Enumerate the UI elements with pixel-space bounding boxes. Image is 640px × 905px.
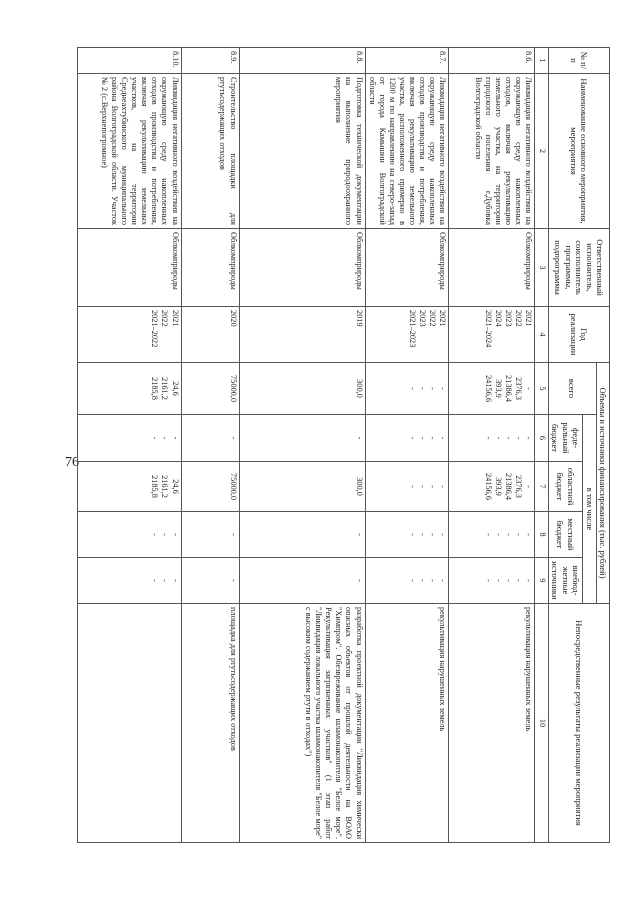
row-extra	[239, 558, 365, 604]
table-row	[239, 48, 365, 843]
row-regional-value: 300,0	[354, 477, 364, 496]
header-local: местный бюджет	[548, 512, 582, 558]
row-local-value: -	[428, 533, 438, 536]
row-total-value: 2376,3	[514, 377, 524, 400]
row-responsible: Облкомприроды	[449, 229, 535, 307]
row-years-value: 2023	[418, 310, 428, 327]
row-federal-value: -	[354, 436, 364, 440]
row-total	[365, 363, 449, 415]
row-federal	[449, 415, 535, 462]
row-total-value: -	[438, 387, 448, 390]
table-row	[181, 48, 239, 843]
row-federal-value: -	[418, 436, 428, 440]
header-num: № п/п	[548, 48, 609, 74]
row-federal	[239, 415, 365, 462]
row-years-value: 2021–2024	[484, 310, 494, 348]
row-local-value: -	[484, 533, 494, 536]
row-local-value: -	[438, 533, 448, 536]
row-extra	[449, 558, 535, 604]
row-federal-value: -	[514, 436, 524, 440]
row-result: разработка проектной документации "Ликвидация химически опасных объектов от прошлой деятельности на ВОАО "Химпром". Обезвреживание шламонакопителя "Белое море". Рекультивация загрязненных участков" (1 этап работ "Ликвидация локального участка шламонакопителя "Белое море" с высоким содержанием ртути в отходах")	[239, 604, 365, 843]
row-num: 8.6.	[449, 48, 535, 74]
row-extra-value: -	[228, 579, 238, 582]
row-federal-value: -	[428, 436, 438, 440]
row-years-value: 2021	[170, 310, 180, 327]
row-local-value: -	[524, 533, 534, 536]
row-local	[365, 512, 449, 558]
row-local-value: -	[504, 533, 514, 536]
row-local-value: -	[170, 533, 180, 536]
col-index: 7	[535, 462, 548, 512]
row-extra	[181, 558, 239, 604]
table-row	[365, 48, 449, 843]
table-row	[77, 48, 181, 843]
row-federal-value: -	[524, 436, 534, 440]
row-federal	[365, 415, 449, 462]
row-responsible: Облкомприроды	[181, 229, 239, 307]
row-extra-value: -	[484, 579, 494, 582]
row-regional-value: 24156,6	[484, 473, 494, 500]
row-result	[77, 604, 181, 843]
row-local-value: -	[418, 533, 428, 536]
row-regional	[365, 462, 449, 512]
row-regional-value: -	[418, 485, 428, 488]
row-local-value: -	[354, 533, 364, 536]
row-num: 8.8.	[239, 48, 365, 74]
header-including: в том числе	[583, 415, 596, 604]
col-index: 9	[535, 558, 548, 604]
row-num: 8.7.	[365, 48, 449, 74]
row-total-value: 300,0	[354, 379, 364, 398]
row-extra-value: -	[160, 579, 170, 582]
row-name: Подготовка технической документации на выполнение природоохранного мероприятия	[239, 74, 365, 229]
row-years-value: 2020	[228, 310, 238, 327]
row-regional	[449, 462, 535, 512]
financing-table	[77, 47, 610, 843]
row-years-value: 2022	[514, 310, 524, 327]
row-federal-value: -	[484, 436, 494, 440]
row-name: Строительство площадки для ртутьсодержащих отходов	[181, 74, 239, 229]
header-volumes: Объемы и источники финансирования (тыс. рублей)	[596, 363, 609, 604]
row-regional	[239, 462, 365, 512]
row-extra-value: -	[504, 579, 514, 582]
row-extra-value: -	[438, 579, 448, 582]
row-regional-value: 2161,2	[160, 475, 170, 498]
row-total-value: -	[428, 387, 438, 390]
column-index-row	[535, 48, 548, 843]
row-years-value: 2019	[354, 310, 364, 327]
col-index: 5	[535, 363, 548, 415]
row-regional-value: 21386,4	[504, 473, 514, 500]
row-federal	[181, 415, 239, 462]
row-years-value: 2023	[504, 310, 514, 327]
row-num: 8.10.	[77, 48, 181, 74]
row-total-value: 21386,4	[504, 375, 514, 402]
row-total	[77, 363, 181, 415]
col-index: 10	[535, 604, 548, 843]
table-row	[449, 48, 535, 843]
page-number: 76	[65, 455, 79, 470]
row-total-value: 393,9	[494, 379, 504, 398]
row-years-value: 2022	[160, 310, 170, 327]
row-local	[77, 512, 181, 558]
row-regional-value: -	[524, 485, 534, 488]
row-responsible: Облкомприроды	[239, 229, 365, 307]
row-extra-value: -	[428, 579, 438, 582]
row-federal-value: -	[408, 436, 418, 440]
row-regional-value: 2376,3	[514, 475, 524, 498]
row-federal-value: -	[504, 436, 514, 440]
row-years	[365, 307, 449, 363]
row-result: площадка для ртутьсодержащих отходов	[181, 604, 239, 843]
header-results: Непосредственные результаты реализации мероприятия	[548, 604, 609, 843]
row-local-value: -	[408, 533, 418, 536]
header-responsible: Ответственный исполнитель, соисполнитель программы, подпрограммы	[548, 229, 609, 307]
col-index: 2	[535, 74, 548, 229]
row-extra-value: -	[150, 579, 160, 582]
row-years-value: 2021	[524, 310, 534, 327]
row-local-value: -	[494, 533, 504, 536]
row-total	[239, 363, 365, 415]
row-total	[449, 363, 535, 415]
row-federal-value: -	[150, 436, 160, 440]
col-index: 8	[535, 512, 548, 558]
row-name: Ликвидация негативного воздействия на окружающую среду накопленных отходов, включая рекультивацию земельного участка, на территории городского поселения г.Дубовка Волгоградской области	[449, 74, 535, 229]
row-local	[181, 512, 239, 558]
row-local-value: -	[514, 533, 524, 536]
row-extra-value: -	[354, 579, 364, 582]
row-regional-value: 2185,8	[150, 475, 160, 498]
row-years-value: 2024	[494, 310, 504, 327]
header-regional: областной бюджет	[548, 462, 582, 512]
row-local	[239, 512, 365, 558]
row-regional	[77, 462, 181, 512]
row-responsible: Облкомприроды	[77, 229, 181, 307]
row-years	[449, 307, 535, 363]
row-result: рекультивация нарушенных земель	[449, 604, 535, 843]
col-index: 6	[535, 415, 548, 462]
row-federal	[77, 415, 181, 462]
row-total-value: 24156,6	[484, 375, 494, 402]
row-local-value: -	[228, 533, 238, 536]
row-extra	[365, 558, 449, 604]
row-regional-value: -	[408, 485, 418, 488]
header-year: Год реализации	[548, 307, 609, 363]
row-extra	[77, 558, 181, 604]
row-extra-value: -	[494, 579, 504, 582]
row-extra-value: -	[524, 579, 534, 582]
row-years	[239, 307, 365, 363]
col-index: 4	[535, 307, 548, 363]
row-total-value: -	[524, 387, 534, 390]
row-years	[181, 307, 239, 363]
row-regional-value: 75000,0	[228, 473, 238, 500]
row-years-value: 2021	[438, 310, 448, 327]
header-name: Наименование основного мероприятия, мероприятия	[548, 74, 609, 229]
row-num: 8.9.	[181, 48, 239, 74]
header-total: всего	[548, 363, 596, 415]
row-extra-value: -	[170, 579, 180, 582]
rotated-table-container	[99, 47, 610, 842]
row-total-value: 24,6	[170, 381, 180, 396]
row-extra-value: -	[418, 579, 428, 582]
row-local	[449, 512, 535, 558]
row-years-value: 2021–2023	[408, 310, 418, 348]
row-regional-value: -	[438, 485, 448, 488]
row-total-value: -	[418, 387, 428, 390]
header-row-1	[596, 48, 609, 843]
row-name: Ликвидация негативного воздействия на окружающую среду накопленных отходов производства и потребления, включая рекультивацию земельных участков, на территории Среднеахтубинского муниципального района Волгоградской области. Участок № 2 (с.Верхнепогромное)	[77, 74, 181, 229]
row-total-value: 2161,2	[160, 377, 170, 400]
row-total-value: 2185,8	[150, 377, 160, 400]
row-total-value: -	[408, 387, 418, 390]
row-years-value: 2022	[428, 310, 438, 327]
row-regional-value: -	[428, 485, 438, 488]
row-name: Ликвидация негативного воздействия на окружающую среду накопленных отходов производства и потребления, включая рекультивацию земельного участка, расположенного примерно в 1200 м по направлению на северо-запад от города Камышин Волгоградской области	[365, 74, 449, 229]
row-result: рекультивация нарушенных земель	[365, 604, 449, 843]
row-responsible: Облкомприроды	[365, 229, 449, 307]
col-index: 1	[535, 48, 548, 74]
row-years	[77, 307, 181, 363]
row-federal-value: -	[438, 436, 448, 440]
row-total	[181, 363, 239, 415]
header-federal: феде-ральный бюджет	[548, 415, 582, 462]
row-local-value: -	[150, 533, 160, 536]
row-extra-value: -	[514, 579, 524, 582]
row-total-value: 75000,0	[228, 375, 238, 402]
row-regional-value: 393,9	[494, 477, 504, 496]
col-index: 3	[535, 229, 548, 307]
row-federal-value: -	[494, 436, 504, 440]
row-federal-value: -	[160, 436, 170, 440]
row-federal-value: -	[170, 436, 180, 440]
row-federal-value: -	[228, 436, 238, 440]
header-extra: внебюд-жетные источники	[548, 558, 582, 604]
row-regional	[181, 462, 239, 512]
row-extra-value: -	[408, 579, 418, 582]
row-local-value: -	[160, 533, 170, 536]
row-years-value: 2021–2022	[150, 310, 160, 348]
row-regional-value: 24,6	[170, 479, 180, 494]
